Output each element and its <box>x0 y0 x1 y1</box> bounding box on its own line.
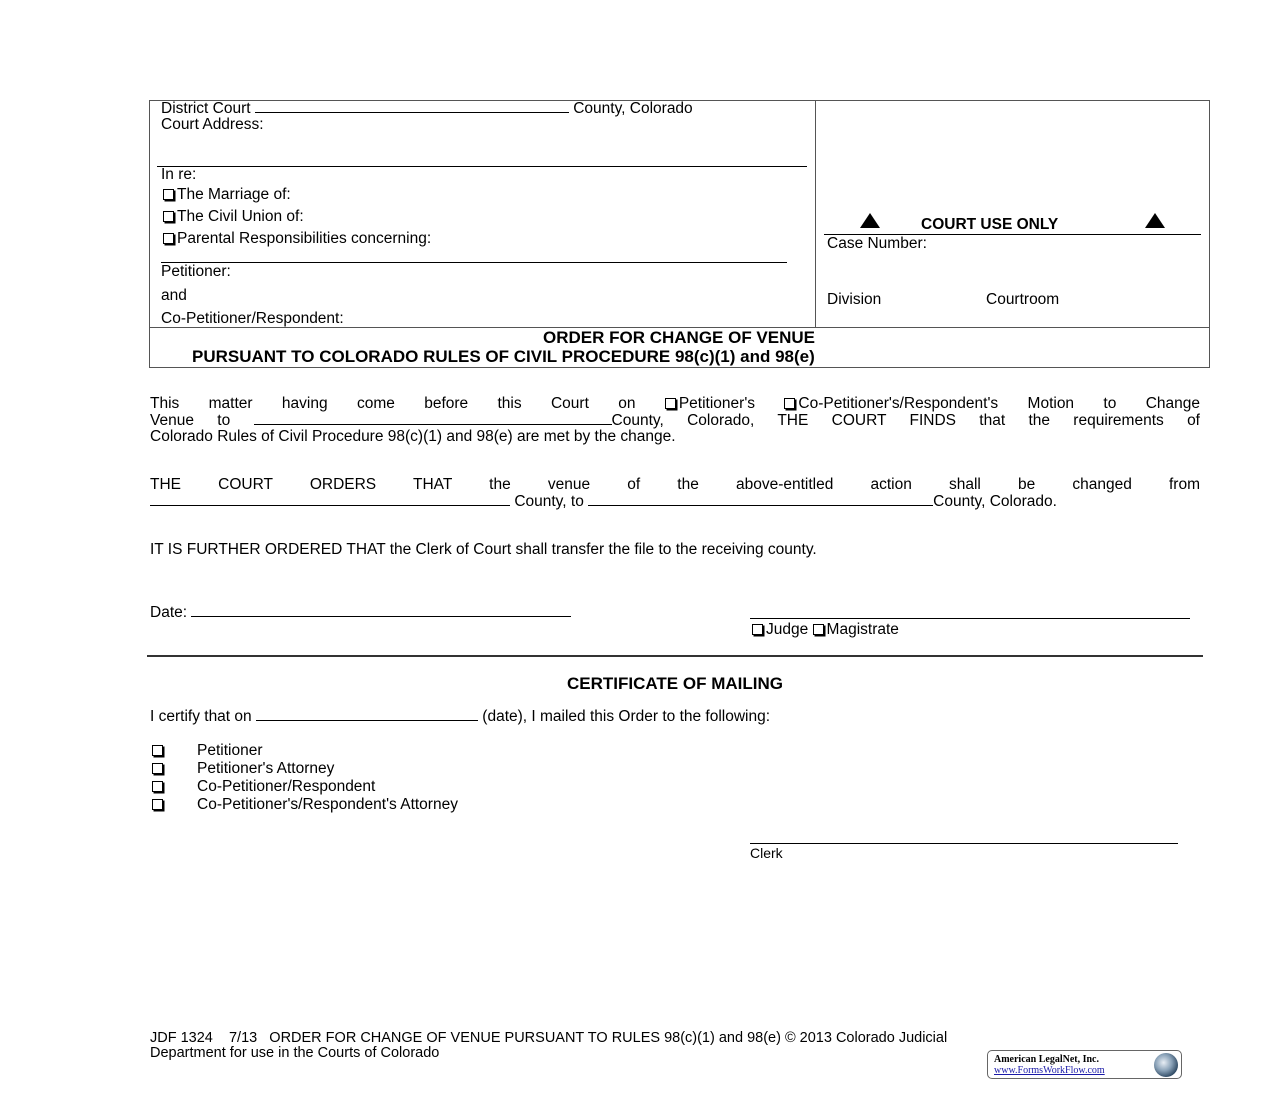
recipient-petitioner[interactable]: Petitioner <box>152 742 166 760</box>
to-county-field[interactable] <box>588 493 933 506</box>
co-petitioner-label: Co-Petitioner/Respondent: <box>161 310 344 327</box>
petitioner-label: Petitioner: <box>161 263 231 280</box>
globe-icon <box>1154 1053 1178 1077</box>
mailing-date-field[interactable] <box>256 708 478 721</box>
order-line-1: THE COURT ORDERS THAT the venue of the above-entitled action shall be changed from <box>150 476 1200 493</box>
finding-line-3: Colorado Rules of Civil Procedure 98(c)(1) and 98(e) are met by the change. <box>150 428 676 445</box>
motion-copetitioner-option[interactable]: Co-Petitioner's/Respondent's Motion to Change <box>784 395 1200 412</box>
order-line-2: County, to County, Colorado. <box>150 493 1057 511</box>
judge-option[interactable]: Judge <box>752 621 808 638</box>
checkbox-icon[interactable] <box>813 624 824 635</box>
clerk-signature-line[interactable] <box>750 843 1178 844</box>
up-triangle-icon <box>1145 213 1165 228</box>
footer-line-1: JDF 1324 7/13 ORDER FOR CHANGE OF VENUE PURSUANT TO RULES 98(c)(1) and 98(e) © 2013 Colorado Judicial <box>150 1030 948 1046</box>
certificate-title: CERTIFICATE OF MAILING <box>567 674 783 693</box>
parties-underline[interactable] <box>161 262 787 263</box>
and-label: and <box>161 287 187 304</box>
option-parental[interactable]: Parental Responsibilities concerning: <box>163 230 431 248</box>
magistrate-option[interactable]: Magistrate <box>813 621 899 638</box>
case-number-label: Case Number: <box>827 235 927 252</box>
page-title: ORDER FOR CHANGE OF VENUE <box>542 328 816 347</box>
option-marriage[interactable]: The Marriage of: <box>163 186 291 204</box>
courtroom-label: Courtroom <box>986 291 1060 308</box>
venue-to-field[interactable]: County, Colorado, THE COURT FINDS that the requirements of <box>254 412 1200 429</box>
american-legalnet-logo[interactable] <box>987 1050 1182 1079</box>
judicial-officer-options <box>752 621 899 639</box>
checkbox-icon[interactable] <box>784 398 795 409</box>
finding-line-1: This matter having come before this Court on Petitioner's Co-Petitioner's/Respondent's Motion to Change <box>150 395 1200 412</box>
checkbox-icon[interactable] <box>752 624 763 635</box>
logo-company-name: American LegalNet, Inc. <box>994 1054 1099 1065</box>
checkbox-icon[interactable] <box>152 745 163 756</box>
date-line: Date: <box>150 604 571 622</box>
page-subtitle: PURSUANT TO COLORADO RULES OF CIVIL PROCEDURE 98(c)(1) and 98(e) <box>192 347 815 366</box>
section-divider <box>147 655 1203 657</box>
in-re-label: In re: <box>161 166 197 183</box>
recipient-petitioner-attorney[interactable]: Petitioner's Attorney <box>152 760 166 778</box>
checkbox-icon[interactable] <box>163 189 174 200</box>
motion-petitioner-option[interactable]: Petitioner's <box>665 395 755 412</box>
judge-signature-line[interactable] <box>750 618 1190 619</box>
caption-vertical-divider <box>815 100 816 328</box>
further-ordered: IT IS FURTHER ORDERED THAT the Clerk of Court shall transfer the file to the receiving county. <box>150 541 817 558</box>
recipient-copetitioner[interactable]: Co-Petitioner/Respondent <box>152 778 166 796</box>
checkbox-icon[interactable] <box>152 799 163 810</box>
footer-line-2: Department for use in the Courts of Colorado <box>150 1045 440 1061</box>
up-triangle-icon <box>860 213 880 228</box>
court-address-label: Court Address: <box>161 116 264 133</box>
division-label: Division <box>827 291 882 308</box>
checkbox-icon[interactable] <box>152 763 163 774</box>
date-field[interactable] <box>191 604 571 617</box>
option-civil-union[interactable]: The Civil Union of: <box>163 208 304 226</box>
checkbox-icon[interactable] <box>163 211 174 222</box>
finding-line-2: Venue to County, Colorado, THE COURT FINDS that the requirements of <box>150 412 1200 429</box>
clerk-label: Clerk <box>750 845 783 861</box>
certify-line: I certify that on (date), I mailed this Order to the following: <box>150 708 771 725</box>
checkbox-icon[interactable] <box>152 781 163 792</box>
recipient-copetitioner-attorney[interactable]: Co-Petitioner's/Respondent's Attorney <box>152 796 166 814</box>
logo-url-link[interactable]: www.FormsWorkFlow.com <box>994 1065 1105 1076</box>
district-court-line: District Court County, Colorado <box>161 100 693 117</box>
address-underline <box>157 166 807 167</box>
court-use-only-label: COURT USE ONLY <box>921 216 1059 233</box>
district-county-field[interactable] <box>255 100 569 113</box>
from-county-field[interactable] <box>150 493 510 506</box>
checkbox-icon[interactable] <box>163 233 174 244</box>
checkbox-icon[interactable] <box>665 398 676 409</box>
